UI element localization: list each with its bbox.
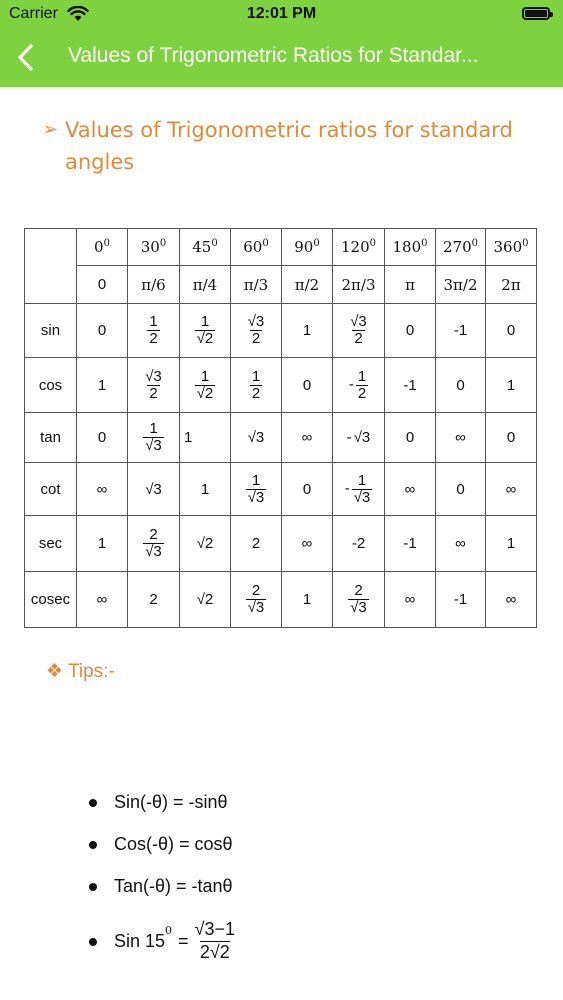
value-cell: 1 (180, 413, 231, 463)
value-cell: 1 (282, 304, 333, 358)
diamond-bullet-icon: ❖ (46, 661, 64, 682)
value-cell: 1 (77, 358, 128, 413)
bullet-dot-icon (89, 799, 97, 807)
value-cell: 1 (282, 572, 333, 628)
bullet-dot-icon (89, 883, 97, 891)
value-cell: -1 (385, 516, 436, 572)
value-cell: $\frac{√3}{2}$ (333, 304, 385, 358)
value-cell: ∞ (486, 463, 537, 516)
clock: 12:01 PM (246, 5, 317, 22)
table-row-cot (25, 463, 537, 516)
radian-header-cell: π/4 (180, 266, 231, 304)
table-row-cosec (25, 572, 537, 628)
value-cell: √2 (180, 572, 231, 628)
value-cell: 0 (385, 304, 436, 358)
value-cell: $\frac{1}{2}$ (128, 304, 180, 358)
battery-icon (522, 7, 550, 20)
value-cell: ∞ (385, 463, 436, 516)
table-corner-cell (25, 229, 77, 304)
value-cell: $\frac{1}{√2}$ (180, 358, 231, 413)
value-cell: $\frac{1}{√2}$ (180, 304, 231, 358)
value-cell: √3 (128, 463, 180, 516)
value-cell: $\frac{2}{√3}$ (333, 572, 385, 628)
value-cell: 2 (128, 572, 180, 628)
top-bar (0, 0, 563, 87)
value-cell: 1 (77, 516, 128, 572)
function-label-tan: tan (25, 413, 77, 463)
value-cell: ∞ (436, 516, 486, 572)
radian-header-cell: 2π (486, 266, 537, 304)
tips-label: Tips:- (67, 661, 115, 682)
value-cell: 0 (486, 413, 537, 463)
value-cell: $\frac{√3}{2}$ (231, 304, 282, 358)
degree-header-30: $30^0$ (128, 229, 180, 266)
bullet-dot-icon (89, 938, 97, 946)
radian-header-cell: π/6 (128, 266, 180, 304)
back-button[interactable] (10, 40, 46, 76)
table-row-cos (25, 358, 537, 413)
value-cell: -2 (333, 516, 385, 572)
value-cell: -1 (385, 358, 436, 413)
value-cell: $\frac{1}{2}$ (231, 358, 282, 413)
arrow-bullet-icon: ➢ (43, 119, 59, 140)
navigation-bar (0, 30, 563, 87)
section-heading-text: Values of Trigonometric ratios for standard angles (65, 118, 513, 174)
degree-header-45: $45^0$ (180, 229, 231, 266)
value-cell: √2 (180, 516, 231, 572)
value-cell: -1 (436, 572, 486, 628)
degree-header-180: $180^0$ (385, 229, 436, 266)
table-row-tan (25, 413, 537, 463)
section-heading (43, 114, 525, 178)
degree-header-60: $60^0$ (231, 229, 282, 266)
value-cell: $\frac{1}{√3}$ (231, 463, 282, 516)
trig-values-table (24, 228, 537, 628)
value-cell: ∞ (282, 413, 333, 463)
table-row-sin (25, 304, 537, 358)
value-cell: $\frac{1}{√3}$ (128, 413, 180, 463)
value-cell: 0 (486, 304, 537, 358)
value-cell: 0 (282, 358, 333, 413)
function-label-cot: cot (25, 463, 77, 516)
function-label-sec: sec (25, 516, 77, 572)
table-row (25, 266, 537, 304)
sin15-formula: Sin 15 $^0$ = $\frac{√3-1}{2√2}$ (114, 918, 235, 962)
value-cell: 0 (385, 413, 436, 463)
value-cell: 0 (77, 304, 128, 358)
value-cell: ∞ (77, 572, 128, 628)
value-cell: $\frac{2}{√3}$ (128, 516, 180, 572)
function-label-cos: cos (25, 358, 77, 413)
degree-header-120: $120^0$ (333, 229, 385, 266)
chevron-left-icon (10, 40, 46, 76)
function-label-cosec: cosec (25, 572, 77, 628)
value-cell: - √3 (333, 413, 385, 463)
value-cell: 0 (282, 463, 333, 516)
value-cell: ∞ (486, 572, 537, 628)
status-bar (0, 0, 563, 30)
value-cell: 1 (180, 463, 231, 516)
radian-header-cell: 2π/3 (333, 266, 385, 304)
value-cell: - $\frac{1}{√3}$ (333, 463, 385, 516)
value-cell: 0 (77, 413, 128, 463)
degree-header-270: $270^0$ (436, 229, 486, 266)
value-cell: 2 (231, 516, 282, 572)
value-cell: ∞ (385, 572, 436, 628)
value-cell: -1 (436, 304, 486, 358)
table-row-sec (25, 516, 537, 572)
value-cell: - $\frac{1}{2}$ (333, 358, 385, 413)
value-cell: 0 (436, 463, 486, 516)
value-cell: ∞ (77, 463, 128, 516)
value-cell: √3 (231, 413, 282, 463)
radian-header-cell: 0 (77, 266, 128, 304)
value-cell: 1 (486, 516, 537, 572)
degree-header-360: $360^0$ (486, 229, 537, 266)
page-title: Values of Trigonometric Ratios for Standar... (68, 44, 479, 67)
degree-header-90: $90^0$ (282, 229, 333, 266)
value-cell: 0 (436, 358, 486, 413)
function-label-sin: sin (25, 304, 77, 358)
value-cell: ∞ (436, 413, 486, 463)
radian-header-cell: π (385, 266, 436, 304)
table-row (25, 229, 537, 266)
radian-header-cell: π/3 (231, 266, 282, 304)
value-cell: 1 (486, 358, 537, 413)
value-cell: $\frac{2}{√3}$ (231, 572, 282, 628)
tips-heading (46, 660, 115, 683)
bullet-dot-icon (89, 841, 97, 849)
value-cell: $\frac{√3}{2}$ (128, 358, 180, 413)
radian-header-cell: 3π/2 (436, 266, 486, 304)
degree-header-0: $0^0$ (77, 229, 128, 266)
value-cell: ∞ (282, 516, 333, 572)
radian-header-cell: π/2 (282, 266, 333, 304)
carrier-label: Carrier (9, 5, 58, 22)
